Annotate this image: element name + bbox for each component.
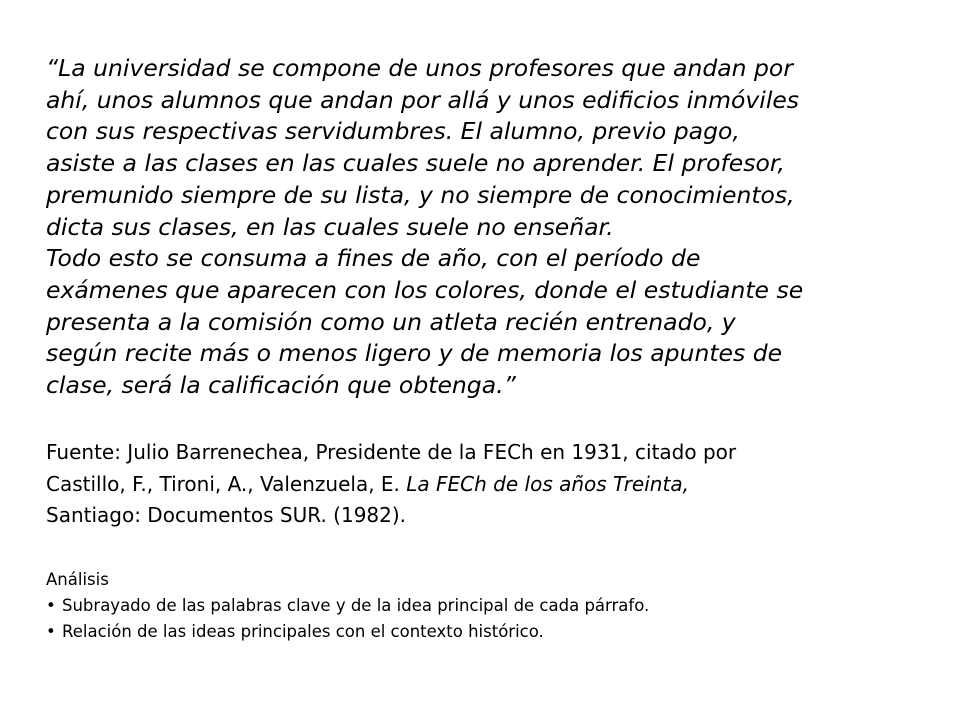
quote-paragraph-1: “La universidad se compone de unos profesores que andan por ahí, unos alumnos que andan por allá y unos edificios inmóviles con sus respectivas servidumbres. El alumno, previo pago, asiste a las clases en las cuales suele no aprender. El profesor, premunido siempre de su lista, y no siempre de conocimientos, dicta sus clases, en las cuales suele no enseñar.: [46, 54, 800, 241]
analysis-list: [46, 593, 946, 645]
source-line-2: [46, 469, 946, 501]
quote-block: [46, 53, 946, 402]
list-item-text: Relación de las ideas principales con el contexto histórico.: [62, 622, 544, 641]
bullet-icon: •: [46, 596, 56, 615]
list-item: [46, 619, 946, 645]
list-item-text: Subrayado de las palabras clave y de la idea principal de cada párrafo.: [62, 596, 650, 615]
analysis-heading: Análisis: [46, 570, 109, 589]
source-authors: Castillo, F., Tironi, A., Valenzuela, E.: [46, 471, 407, 496]
analysis-section: [46, 567, 946, 645]
source-book-title: La FECh de los años Treinta,: [406, 471, 689, 496]
source-citation: [46, 437, 946, 532]
source-line-1: Fuente: Julio Barrenechea, Presidente de la FECh en 1931, citado por: [46, 440, 737, 464]
list-item: [46, 593, 946, 619]
bullet-icon: •: [46, 622, 56, 641]
source-line-3: Santiago: Documentos SUR. (1982).: [46, 503, 407, 527]
quote-paragraph-2: Todo esto se consuma a fines de año, con el período de exámenes que aparecen con los colores, donde el estudiante se presenta a la comisión como un atleta recién entrenado, y según recite más o menos ligero y de memoria los apuntes de clase, será la calificación que obtenga.”: [46, 244, 804, 400]
